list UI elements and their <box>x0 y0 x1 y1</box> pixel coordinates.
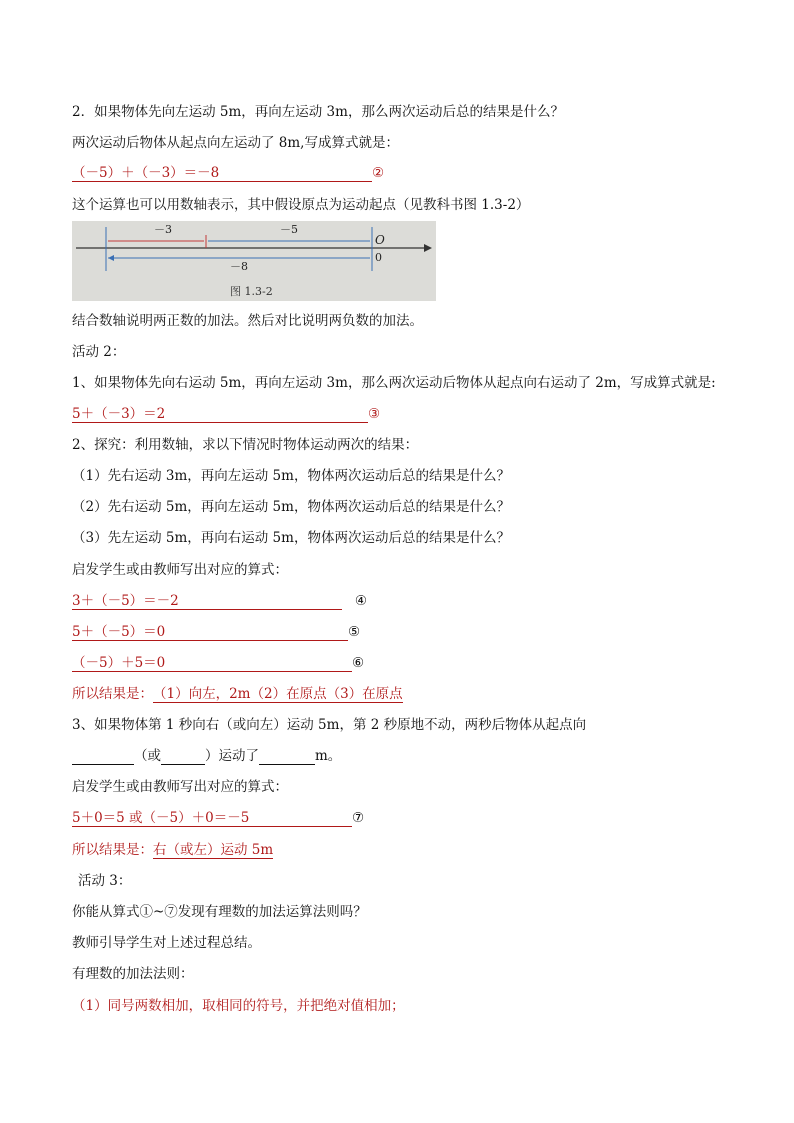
result2-line <box>72 841 273 859</box>
marker-4: ④ <box>354 593 367 609</box>
activity2-item3: 3、如果物体第 1 秒向右（或向左）运动 5m，第 2 秒原地不动，两秒后物体从起点向 <box>72 717 587 733</box>
activity3-question: 你能从算式①~⑦发现有理数的加法运算法则吗？ <box>72 904 367 920</box>
rule-title: 有理数的加法法则： <box>72 966 194 982</box>
case-3: （3）先左运动 5m，再向右运动 5m，物体两次运动后总的结果是什么？ <box>72 530 510 546</box>
result-line <box>72 685 403 703</box>
prompt-2: 启发学生或由教师写出对应的算式： <box>72 779 288 795</box>
formula-2-line <box>72 164 384 182</box>
item3-part3: m。 <box>315 748 342 764</box>
formula-4-line <box>72 592 367 610</box>
blank-alt-direction[interactable] <box>161 750 205 765</box>
formula-3: 5＋（－3）＝2 <box>72 406 368 423</box>
label-zero: 0 <box>375 251 382 264</box>
q2-statement: 两次运动后物体从起点向左运动了 8m,写成算式就是： <box>72 135 399 151</box>
blank-distance[interactable] <box>259 750 315 765</box>
formula-7: 5＋0＝5 或（－5）＋0＝－5 <box>72 810 352 827</box>
formula-3-line <box>72 405 380 423</box>
label-origin: O <box>375 233 385 247</box>
formula-5-line <box>72 623 360 641</box>
marker-3: ③ <box>368 406 381 422</box>
item3-part2: ）运动了 <box>205 748 259 764</box>
result2-prefix: 所以结果是： <box>72 842 153 858</box>
marker-7: ⑦ <box>352 810 365 826</box>
marker-2: ② <box>372 165 385 181</box>
explain-text: 结合数轴说明两正数的加法。然后对比说明两负数的加法。 <box>72 313 423 329</box>
number-line-figure <box>72 221 436 301</box>
case-1: （1）先右运动 3m，再向左运动 5m，物体两次运动后总的结果是什么？ <box>72 468 510 484</box>
result-answer: （1）向左，2m（2）在原点（3）在原点 <box>153 686 403 702</box>
formula-6-line <box>72 654 364 672</box>
formula-6: （－5）＋5＝0 <box>72 655 352 672</box>
marker-6: ⑥ <box>352 655 365 671</box>
blank-direction[interactable] <box>72 750 134 765</box>
number-line-svg <box>72 221 436 301</box>
activity2-title: 活动 2： <box>72 344 126 360</box>
formula-4: 3＋（－5）＝－2 <box>72 593 342 610</box>
figure-caption: 图 1.3-2 <box>230 285 273 298</box>
formula-7-line <box>72 809 364 827</box>
label-minus5: －5 <box>280 223 298 236</box>
axis-arrowhead <box>424 244 432 252</box>
formula-5: 5＋（－5）＝0 <box>72 624 348 641</box>
question-2: 2．如果物体先向左运动 5m，再向左运动 3m，那么两次运动后总的结果是什么？ <box>72 104 564 120</box>
case-2: （2）先右运动 5m，再向左运动 5m，物体两次运动后总的结果是什么？ <box>72 499 510 515</box>
result-prefix: 所以结果是： <box>72 686 153 702</box>
formula-2: （－5）＋（－3）＝－8 <box>72 165 372 182</box>
item3-blanks-line <box>72 747 341 765</box>
q2-intro: 这个运算也可以用数轴表示，其中假设原点为运动起点（见教科书图 1.3-2） <box>72 197 530 213</box>
result2-answer: 右（或左）运动 5m <box>153 842 274 858</box>
item3-part1: （或 <box>134 748 161 764</box>
label-minus8: －8 <box>230 260 248 273</box>
activity2-item2: 2、探究：利用数轴，求以下情况时物体运动两次的结果： <box>72 437 419 453</box>
activity2-item1: 1、如果物体先向右运动 5m，再向左运动 3m，那么两次运动后物体从起点向右运动了 2m，写成算式就是: <box>72 375 716 391</box>
label-minus3: －3 <box>154 223 172 236</box>
rule-1: （1）同号两数相加，取相同的符号，并把绝对值相加； <box>72 998 405 1014</box>
activity3-title: 活动 3： <box>78 873 132 889</box>
prompt-1: 启发学生或由教师写出对应的算式： <box>72 562 288 578</box>
activity3-guide: 教师引导学生对上述过程总结。 <box>72 935 261 951</box>
arrow-minus8-head <box>108 255 114 261</box>
marker-5: ⑤ <box>348 624 361 640</box>
